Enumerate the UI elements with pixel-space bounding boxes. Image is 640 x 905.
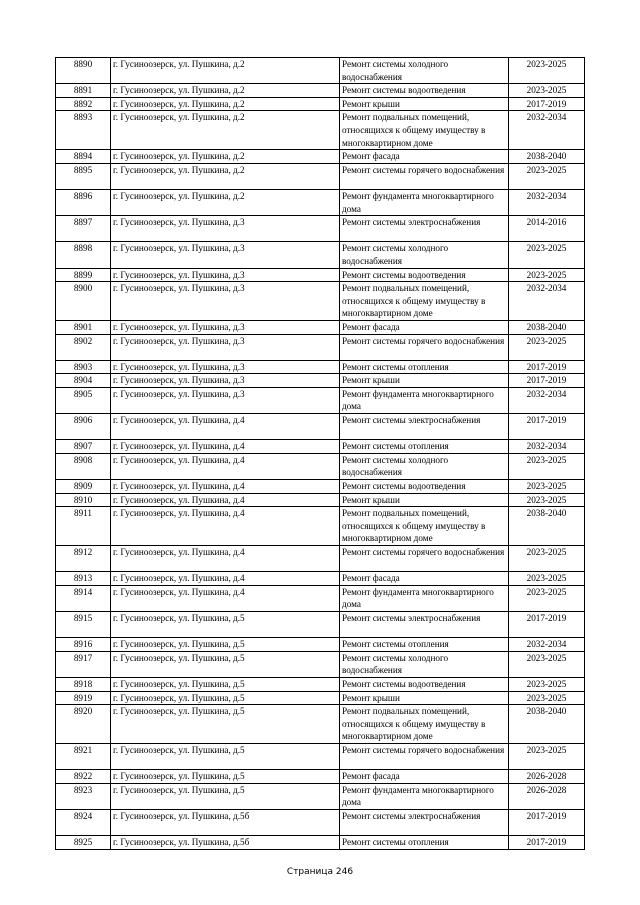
work-type-cell: Ремонт системы электроснабжения (340, 809, 509, 835)
table-row (56, 546, 585, 572)
row-number: 8915 (56, 611, 111, 637)
work-type-cell: Ремонт системы горячего водоснабжения (340, 163, 509, 189)
address-cell: г. Гусиноозерск, ул. Пушкина, д.5 (111, 691, 340, 705)
period-cell: 2017-2019 (509, 611, 585, 637)
work-type-cell: Ремонт крыши (340, 374, 509, 388)
row-number: 8902 (56, 334, 111, 360)
period-cell: 2023-2025 (509, 585, 585, 611)
work-type-cell: Ремонт системы холодного водоснабжения (340, 242, 509, 268)
row-number: 8908 (56, 453, 111, 479)
address-cell: г. Гусиноозерск, ул. Пушкина, д.5 (111, 638, 340, 652)
row-number: 8897 (56, 216, 111, 242)
row-number: 8916 (56, 638, 111, 652)
period-cell: 2023-2025 (509, 84, 585, 98)
period-cell: 2032-2034 (509, 440, 585, 454)
address-cell: г. Гусиноозерск, ул. Пушкина, д.4 (111, 572, 340, 586)
period-cell: 2023-2025 (509, 572, 585, 586)
row-number: 8921 (56, 743, 111, 769)
work-type-cell: Ремонт крыши (340, 97, 509, 111)
table-row (56, 84, 585, 98)
row-number: 8909 (56, 480, 111, 494)
row-number: 8904 (56, 374, 111, 388)
row-number: 8914 (56, 585, 111, 611)
row-number: 8901 (56, 320, 111, 334)
row-number: 8912 (56, 546, 111, 572)
row-number: 8892 (56, 97, 111, 111)
row-number: 8906 (56, 414, 111, 440)
work-type-cell: Ремонт системы холодного водоснабжения (340, 58, 509, 84)
table-row (56, 691, 585, 705)
row-number: 8923 (56, 783, 111, 809)
table-row (56, 216, 585, 242)
period-cell: 2017-2019 (509, 374, 585, 388)
work-type-cell: Ремонт системы электроснабжения (340, 216, 509, 242)
table-row (56, 189, 585, 215)
work-type-cell: Ремонт системы холодного водоснабжения (340, 453, 509, 479)
table-row (56, 783, 585, 809)
period-cell: 2032-2034 (509, 282, 585, 321)
row-number: 8899 (56, 268, 111, 282)
row-number: 8898 (56, 242, 111, 268)
address-cell: г. Гусиноозерск, ул. Пушкина, д.2 (111, 189, 340, 215)
table-row (56, 638, 585, 652)
work-type-cell: Ремонт системы электроснабжения (340, 414, 509, 440)
period-cell: 2023-2025 (509, 242, 585, 268)
period-cell: 2023-2025 (509, 453, 585, 479)
period-cell: 2026-2028 (509, 783, 585, 809)
work-type-cell: Ремонт фасада (340, 572, 509, 586)
work-type-cell: Ремонт фундамента многоквартирного дома (340, 783, 509, 809)
period-cell: 2038-2040 (509, 320, 585, 334)
work-type-cell: Ремонт системы холодного водоснабжения (340, 651, 509, 677)
repair-schedule-table (55, 57, 585, 850)
row-number: 8907 (56, 440, 111, 454)
period-cell: 2017-2019 (509, 809, 585, 835)
work-type-cell: Ремонт фасада (340, 320, 509, 334)
period-cell: 2023-2025 (509, 480, 585, 494)
period-cell: 2023-2025 (509, 651, 585, 677)
row-number: 8905 (56, 387, 111, 413)
address-cell: г. Гусиноозерск, ул. Пушкина, д.3 (111, 374, 340, 388)
work-type-cell: Ремонт подвальных помещений, относящихся к общему имуществу в многоквартирном доме (340, 507, 509, 546)
table-row (56, 282, 585, 321)
period-cell: 2023-2025 (509, 493, 585, 507)
row-number: 8903 (56, 360, 111, 374)
address-cell: г. Гусиноозерск, ул. Пушкина, д.3 (111, 334, 340, 360)
row-number: 8894 (56, 150, 111, 164)
work-type-cell: Ремонт фундамента многоквартирного дома (340, 189, 509, 215)
row-number: 8924 (56, 809, 111, 835)
row-number: 8896 (56, 189, 111, 215)
address-cell: г. Гусиноозерск, ул. Пушкина, д.5 (111, 651, 340, 677)
table-row (56, 58, 585, 84)
work-type-cell: Ремонт крыши (340, 493, 509, 507)
work-type-cell: Ремонт системы водоотведения (340, 84, 509, 98)
address-cell: г. Гусиноозерск, ул. Пушкина, д.4 (111, 546, 340, 572)
address-cell: г. Гусиноозерск, ул. Пушкина, д.2 (111, 111, 340, 150)
work-type-cell: Ремонт системы отопления (340, 836, 509, 850)
row-number: 8893 (56, 111, 111, 150)
period-cell: 2038-2040 (509, 150, 585, 164)
period-cell: 2023-2025 (509, 546, 585, 572)
work-type-cell: Ремонт фундамента многоквартирного дома (340, 585, 509, 611)
work-type-cell: Ремонт крыши (340, 691, 509, 705)
table-row (56, 414, 585, 440)
row-number: 8922 (56, 770, 111, 784)
table-row (56, 611, 585, 637)
table-row (56, 651, 585, 677)
address-cell: г. Гусиноозерск, ул. Пушкина, д.4 (111, 453, 340, 479)
period-cell: 2017-2019 (509, 836, 585, 850)
period-cell: 2017-2019 (509, 97, 585, 111)
address-cell: г. Гусиноозерск, ул. Пушкина, д.3 (111, 320, 340, 334)
address-cell: г. Гусиноозерск, ул. Пушкина, д.5 (111, 783, 340, 809)
period-cell: 2032-2034 (509, 189, 585, 215)
address-cell: г. Гусиноозерск, ул. Пушкина, д.5 (111, 677, 340, 691)
work-type-cell: Ремонт фасада (340, 770, 509, 784)
row-number: 8917 (56, 651, 111, 677)
period-cell: 2023-2025 (509, 691, 585, 705)
table-row (56, 387, 585, 413)
address-cell: г. Гусиноозерск, ул. Пушкина, д.5б (111, 836, 340, 850)
period-cell: 2038-2040 (509, 507, 585, 546)
address-cell: г. Гусиноозерск, ул. Пушкина, д.2 (111, 163, 340, 189)
table-row (56, 836, 585, 850)
address-cell: г. Гусиноозерск, ул. Пушкина, д.4 (111, 414, 340, 440)
address-cell: г. Гусиноозерск, ул. Пушкина, д.3 (111, 268, 340, 282)
work-type-cell: Ремонт системы отопления (340, 440, 509, 454)
address-cell: г. Гусиноозерск, ул. Пушкина, д.5 (111, 770, 340, 784)
address-cell: г. Гусиноозерск, ул. Пушкина, д.5 (111, 743, 340, 769)
period-cell: 2023-2025 (509, 58, 585, 84)
address-cell: г. Гусиноозерск, ул. Пушкина, д.4 (111, 585, 340, 611)
table-row (56, 440, 585, 454)
period-cell: 2023-2025 (509, 163, 585, 189)
table-row (56, 374, 585, 388)
period-cell: 2032-2034 (509, 638, 585, 652)
address-cell: г. Гусиноозерск, ул. Пушкина, д.3 (111, 242, 340, 268)
table-row (56, 360, 585, 374)
row-number: 8925 (56, 836, 111, 850)
table-row (56, 507, 585, 546)
table-row (56, 150, 585, 164)
table-body (56, 58, 585, 850)
work-type-cell: Ремонт системы водоотведения (340, 480, 509, 494)
address-cell: г. Гусиноозерск, ул. Пушкина, д.2 (111, 97, 340, 111)
table-row (56, 809, 585, 835)
address-cell: г. Гусиноозерск, ул. Пушкина, д.3 (111, 387, 340, 413)
work-type-cell: Ремонт системы водоотведения (340, 677, 509, 691)
work-type-cell: Ремонт системы горячего водоснабжения (340, 334, 509, 360)
table-row (56, 480, 585, 494)
work-type-cell: Ремонт системы отопления (340, 638, 509, 652)
period-cell: 2014-2016 (509, 216, 585, 242)
row-number: 8910 (56, 493, 111, 507)
address-cell: г. Гусиноозерск, ул. Пушкина, д.3 (111, 282, 340, 321)
address-cell: г. Гусиноозерск, ул. Пушкина, д.2 (111, 84, 340, 98)
address-cell: г. Гусиноозерск, ул. Пушкина, д.5 (111, 611, 340, 637)
period-cell: 2032-2034 (509, 111, 585, 150)
address-cell: г. Гусиноозерск, ул. Пушкина, д.2 (111, 58, 340, 84)
period-cell: 2032-2034 (509, 387, 585, 413)
work-type-cell: Ремонт фасада (340, 150, 509, 164)
row-number: 8895 (56, 163, 111, 189)
table-row (56, 705, 585, 744)
period-cell: 2023-2025 (509, 743, 585, 769)
work-type-cell: Ремонт системы горячего водоснабжения (340, 743, 509, 769)
row-number: 8918 (56, 677, 111, 691)
period-cell: 2023-2025 (509, 268, 585, 282)
address-cell: г. Гусиноозерск, ул. Пушкина, д.4 (111, 493, 340, 507)
page-number: Страница 246 (286, 867, 354, 877)
address-cell: г. Гусиноозерск, ул. Пушкина, д.2 (111, 150, 340, 164)
work-type-cell: Ремонт системы отопления (340, 360, 509, 374)
address-cell: г. Гусиноозерск, ул. Пушкина, д.4 (111, 440, 340, 454)
row-number: 8900 (56, 282, 111, 321)
address-cell: г. Гусиноозерск, ул. Пушкина, д.5 (111, 705, 340, 744)
table-row (56, 585, 585, 611)
table-row (56, 242, 585, 268)
table-row (56, 572, 585, 586)
row-number: 8911 (56, 507, 111, 546)
address-cell: г. Гусиноозерск, ул. Пушкина, д.4 (111, 507, 340, 546)
table-row (56, 163, 585, 189)
address-cell: г. Гусиноозерск, ул. Пушкина, д.5б (111, 809, 340, 835)
work-type-cell: Ремонт системы водоотведения (340, 268, 509, 282)
row-number: 8891 (56, 84, 111, 98)
period-cell: 2017-2019 (509, 360, 585, 374)
work-type-cell: Ремонт фундамента многоквартирного дома (340, 387, 509, 413)
row-number: 8890 (56, 58, 111, 84)
row-number: 8919 (56, 691, 111, 705)
table-row (56, 97, 585, 111)
table-row (56, 743, 585, 769)
address-cell: г. Гусиноозерск, ул. Пушкина, д.4 (111, 480, 340, 494)
table-row (56, 334, 585, 360)
table-row (56, 320, 585, 334)
period-cell: 2038-2040 (509, 705, 585, 744)
work-type-cell: Ремонт подвальных помещений, относящихся к общему имуществу в многоквартирном доме (340, 111, 509, 150)
row-number: 8913 (56, 572, 111, 586)
table-row (56, 677, 585, 691)
work-type-cell: Ремонт подвальных помещений, относящихся к общему имуществу в многоквартирном доме (340, 282, 509, 321)
table-row (56, 453, 585, 479)
period-cell: 2017-2019 (509, 414, 585, 440)
table-row (56, 770, 585, 784)
period-cell: 2023-2025 (509, 334, 585, 360)
table-row (56, 111, 585, 150)
table-row (56, 493, 585, 507)
row-number: 8920 (56, 705, 111, 744)
address-cell: г. Гусиноозерск, ул. Пушкина, д.3 (111, 216, 340, 242)
work-type-cell: Ремонт системы горячего водоснабжения (340, 546, 509, 572)
period-cell: 2023-2025 (509, 677, 585, 691)
work-type-cell: Ремонт системы электроснабжения (340, 611, 509, 637)
address-cell: г. Гусиноозерск, ул. Пушкина, д.3 (111, 360, 340, 374)
work-type-cell: Ремонт подвальных помещений, относящихся к общему имуществу в многоквартирном доме (340, 705, 509, 744)
period-cell: 2026-2028 (509, 770, 585, 784)
table-row (56, 268, 585, 282)
